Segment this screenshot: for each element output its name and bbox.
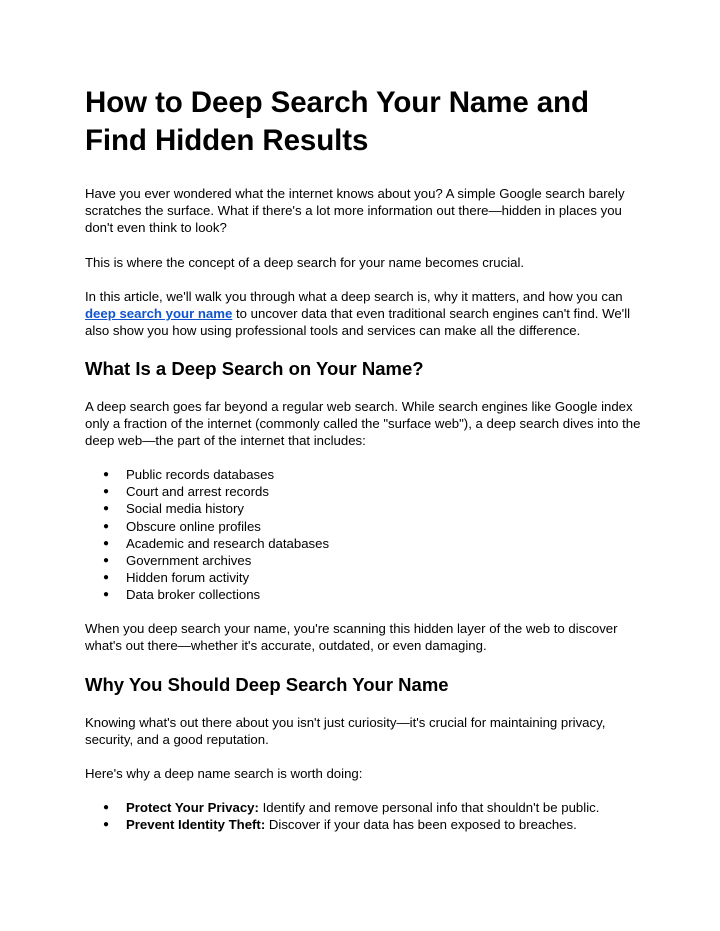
list-item: [85, 586, 645, 603]
list-item-text: Public records databases: [126, 467, 275, 482]
list-item-text: Obscure online profiles: [126, 518, 261, 534]
intro-p3-before: In this article, we'll walk you through what a deep search is, why it matters, and how you can: [85, 289, 623, 304]
bullet-icon: ●: [103, 819, 110, 831]
bullet-icon: ●: [103, 802, 110, 813]
section-heading-what-is: What Is a Deep Search on Your Name?: [85, 358, 424, 379]
reason-text: Identify and remove personal info that shouldn't be public.: [258, 800, 600, 815]
list-item: [85, 535, 645, 552]
section1-paragraph-1: A deep search goes far beyond a regular web search. While search engines like Google index only a fraction of the internet (commonly called the "surface web"), a deep search dives into the deep web—the part of the internet that includes:: [85, 399, 641, 449]
intro-paragraph-2: This is where the concept of a deep search for your name becomes crucial.: [85, 255, 525, 270]
bullet-icon: ●: [103, 555, 110, 567]
list-item-text: Court and arrest records: [126, 484, 269, 500]
list-item: [85, 552, 645, 569]
bullet-icon: ●: [103, 572, 110, 584]
reasons-list: [85, 799, 645, 833]
bullet-icon: ●: [103, 589, 110, 601]
bullet-icon: ●: [103, 486, 110, 498]
reason-text: Discover if your data has been exposed to breaches.: [265, 817, 577, 833]
page-title: How to Deep Search Your Name and Find Hidden Results: [85, 86, 589, 157]
deep-search-link[interactable]: deep search your name: [85, 306, 233, 322]
intro-p3-after: to uncover data that even traditional search engines can't find. We'll also show you how using professional tools and services can make all the difference.: [85, 306, 631, 339]
section2-paragraph-2: Here's why a deep name search is worth doing:: [85, 766, 363, 781]
bullet-icon: ●: [103, 537, 110, 549]
list-item: [85, 483, 645, 500]
list-item: [85, 518, 645, 535]
reason-title: Protect Your Privacy:: [126, 800, 259, 815]
list-item-text: Hidden forum activity: [126, 570, 250, 586]
deep-web-list: [85, 466, 645, 604]
bullet-icon: ●: [103, 469, 110, 480]
list-item-text: Academic and research databases: [126, 535, 330, 551]
list-item: [85, 569, 645, 586]
section-heading-why: Why You Should Deep Search Your Name: [85, 674, 449, 695]
list-item: [85, 466, 645, 483]
intro-paragraph-3: [85, 288, 641, 340]
list-item-text: Government archives: [126, 553, 252, 569]
section1-paragraph-2: When you deep search your name, you're scanning this hidden layer of the web to discover what's out there—whether it's accurate, outdated, or even damaging.: [85, 621, 618, 654]
reason-title: Prevent Identity Theft:: [126, 817, 266, 833]
intro-paragraph-1: Have you ever wondered what the internet knows about you? A simple Google search barely scratches the surface. What if there's a lot more information out there—hidden in places you don't even think to look?: [85, 186, 625, 236]
section2-paragraph-1: Knowing what's out there about you isn't just curiosity—it's crucial for maintaining privacy, security, and a good reputation.: [85, 715, 606, 748]
list-item: [85, 500, 645, 517]
bullet-icon: ●: [103, 520, 110, 532]
list-item-text: Social media history: [126, 501, 245, 517]
list-item-text: Data broker collections: [126, 587, 261, 603]
list-item: [85, 816, 645, 833]
list-item: [85, 799, 645, 816]
bullet-icon: ●: [103, 503, 110, 515]
